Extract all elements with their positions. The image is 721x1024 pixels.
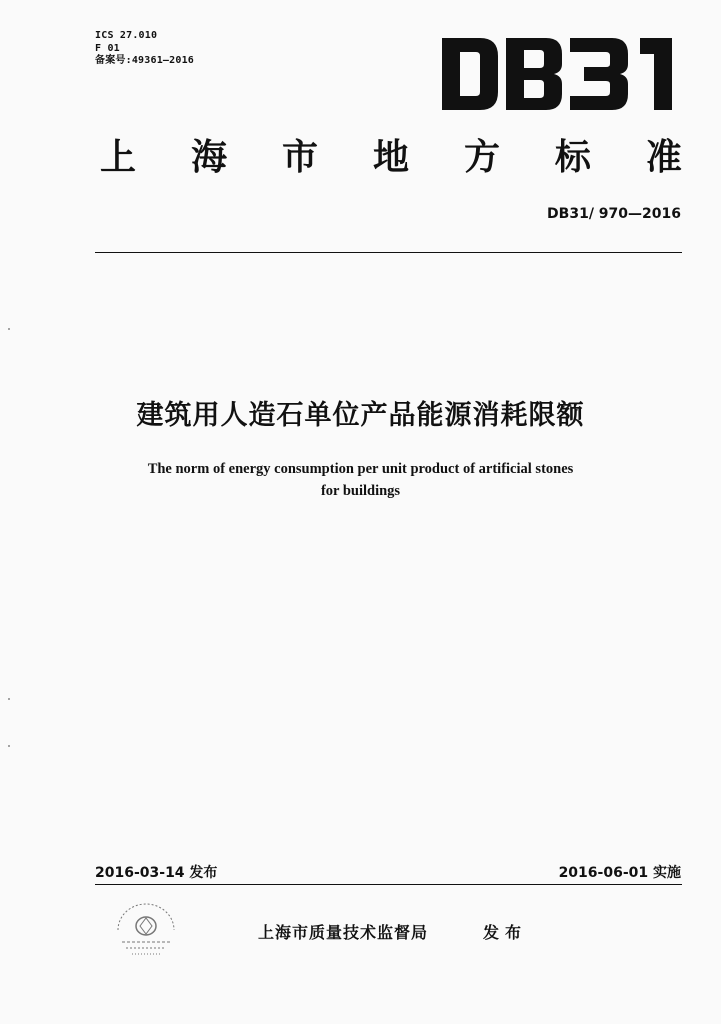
ics-code: ICS 27.010	[95, 30, 158, 41]
heading-char: 准	[645, 137, 682, 178]
local-standard-heading	[100, 138, 682, 178]
issuing-authority: 上海市质量技术监督局	[258, 923, 429, 942]
heading-char: 地	[372, 137, 409, 178]
implementation-date: 2016-06-01 实施	[558, 865, 681, 881]
heading-char: 标	[554, 137, 591, 178]
heading-char: 市	[281, 137, 318, 178]
heading-char: 方	[463, 137, 500, 178]
heading-char: 上	[100, 137, 137, 178]
title-english	[0, 458, 721, 502]
filing-number: 备案号:49361—2016	[95, 55, 195, 66]
issuer-seal-icon	[110, 896, 182, 960]
db31-logo	[440, 36, 682, 112]
scan-speck	[8, 328, 10, 330]
bottom-divider	[95, 884, 682, 885]
release-date: 2016-03-14 发布	[95, 865, 218, 881]
category-code: F 01	[95, 42, 120, 54]
heading-char: 海	[190, 137, 227, 178]
title-chinese: 建筑用人造石单位产品能源消耗限额	[136, 400, 585, 431]
title-english-line-2: for buildings	[320, 483, 401, 499]
standard-number: DB31/ 970—2016	[547, 206, 681, 222]
scan-speck	[8, 698, 10, 700]
logo-text: DB31	[440, 36, 443, 37]
title-english-line-1: The norm of energy consumption per unit product of artificial stones	[147, 461, 574, 477]
classification-block	[95, 30, 194, 68]
issue-label: 发布	[483, 923, 528, 942]
top-divider	[95, 252, 682, 253]
scan-speck	[8, 745, 10, 747]
